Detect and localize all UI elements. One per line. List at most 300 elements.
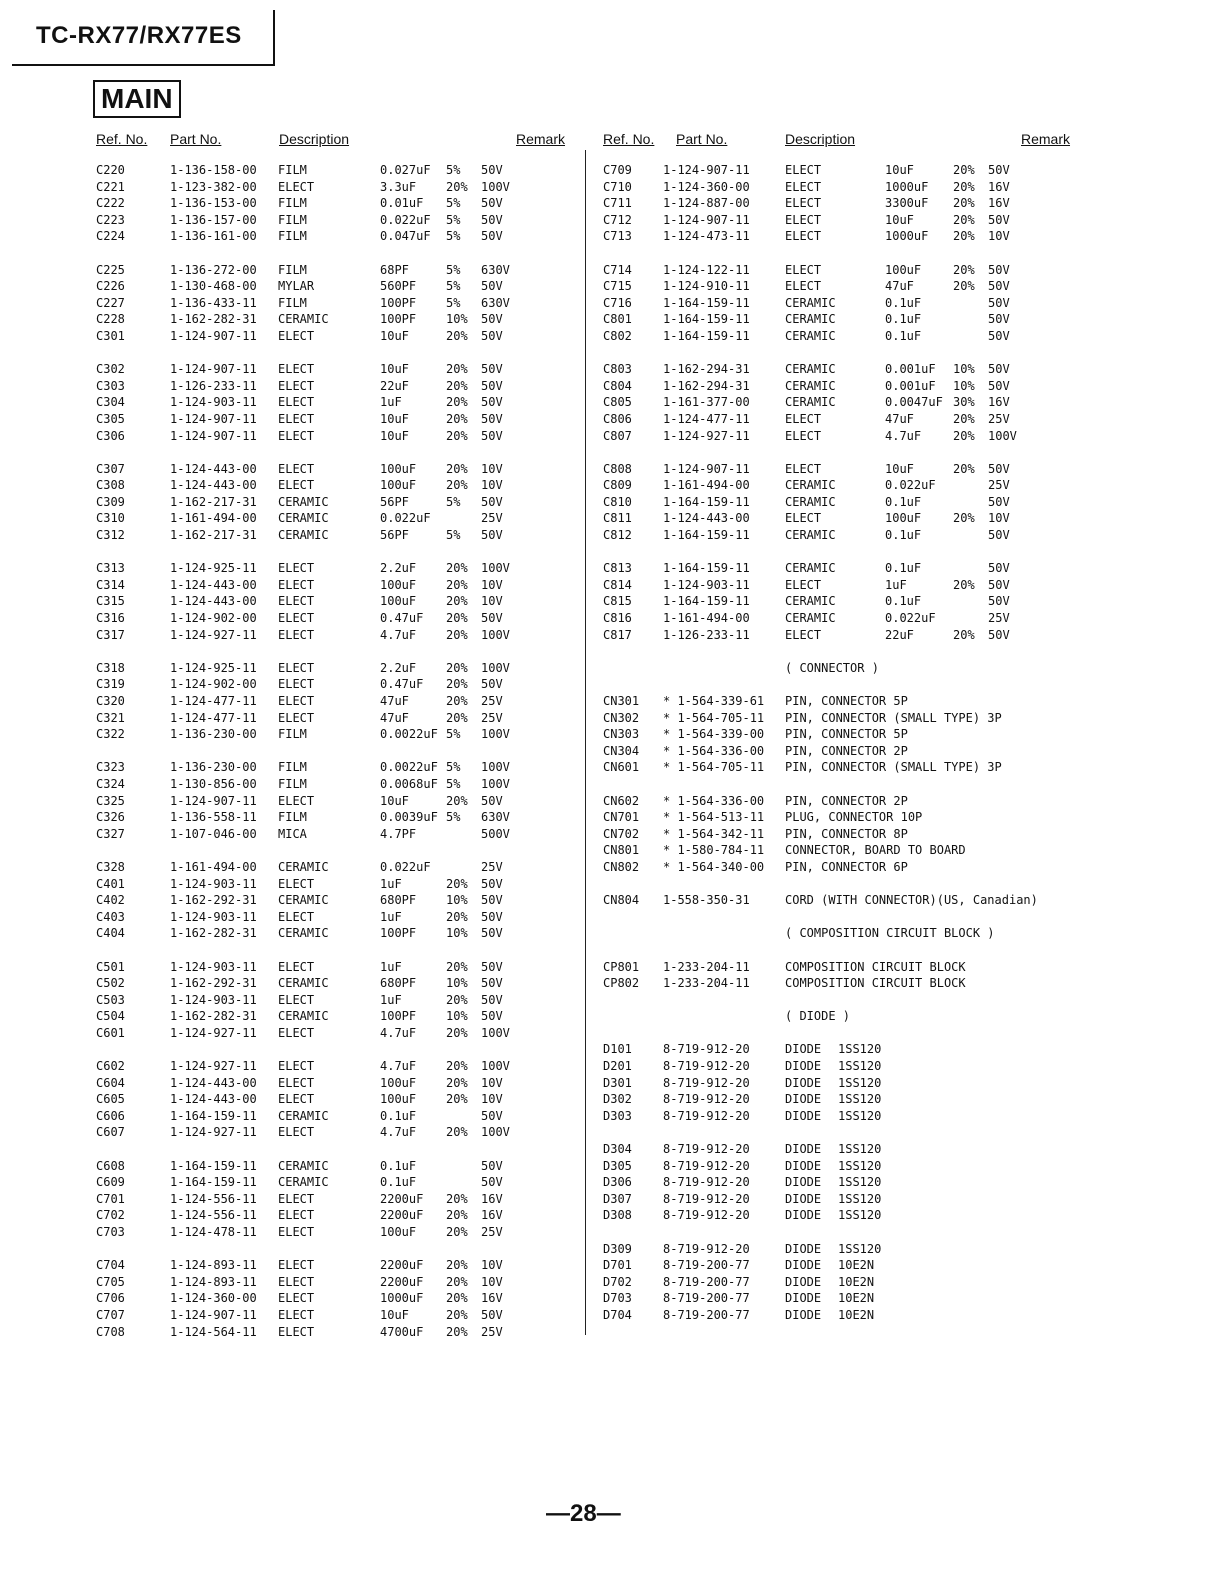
cell-ref: D303 — [603, 1108, 632, 1123]
cell-val: 2.2uF — [380, 561, 417, 576]
cell-type: DIODE — [785, 1241, 822, 1256]
cell-tol: 10% — [446, 893, 468, 908]
cell-volt: 630V — [481, 810, 510, 825]
cell-val: 4.7uF — [380, 1125, 417, 1140]
table-row — [96, 975, 676, 992]
cell-type: COMPOSITION CIRCUIT BLOCK — [785, 976, 966, 991]
table-row — [96, 1207, 676, 1224]
blank-row — [96, 643, 676, 660]
cell-val: 22uF — [380, 378, 409, 393]
cell-type: MICA — [278, 826, 307, 841]
table-row — [96, 1307, 676, 1324]
cell-part: * 1-580-784-11 — [663, 843, 765, 858]
cell-part: 1-124-925-11 — [170, 561, 257, 576]
cell-tol: 5% — [446, 528, 461, 543]
cell-ref: D701 — [603, 1258, 632, 1273]
cell-type: ELECT — [278, 710, 315, 725]
cell-ref: C804 — [603, 378, 632, 393]
cell-val: 0.0068uF — [380, 776, 438, 791]
cell-tol: 20% — [446, 909, 468, 924]
cell-val: 10E2N — [838, 1274, 875, 1289]
cell-val: 0.0022uF — [380, 760, 438, 775]
cell-type: ELECT — [278, 876, 315, 891]
table-row — [603, 1058, 1183, 1075]
header-ref-no: Ref. No. — [96, 131, 148, 147]
cell-type: ELECT — [785, 627, 822, 642]
cell-tol: 20% — [446, 328, 468, 343]
cell-type: CERAMIC — [278, 1009, 329, 1024]
cell-volt: 50V — [481, 428, 503, 443]
cell-type: DIODE — [785, 1158, 822, 1173]
cell-volt: 630V — [481, 295, 510, 310]
cell-part: 1-136-230-00 — [170, 760, 257, 775]
cell-type: ELECT — [785, 279, 822, 294]
cell-part: 1-136-158-00 — [170, 163, 257, 177]
cell-ref: C705 — [96, 1274, 125, 1289]
cell-part: * 1-564-336-00 — [663, 793, 765, 808]
cell-part: 8-719-912-20 — [663, 1042, 750, 1057]
cell-ref: C304 — [96, 395, 125, 410]
cell-volt: 50V — [988, 378, 1010, 393]
cell-type: ELECT — [278, 793, 315, 808]
cell-type: ELECT — [278, 959, 315, 974]
cell-val: 2200uF — [380, 1191, 424, 1206]
cell-part: 1-124-907-11 — [170, 1307, 257, 1322]
cell-part: 1-164-159-11 — [663, 594, 750, 609]
cell-volt: 50V — [481, 229, 503, 244]
cell-type: ELECT — [278, 378, 315, 393]
cell-type: ELECT — [785, 411, 822, 426]
cell-part: 1-124-927-11 — [170, 1025, 257, 1040]
cell-type: FILM — [278, 196, 307, 211]
cell-type: COMPOSITION CIRCUIT BLOCK — [785, 959, 966, 974]
cell-val: 100uF — [380, 594, 417, 609]
cell-part: 1-164-159-11 — [663, 528, 750, 543]
blank-row — [603, 776, 1183, 793]
table-row — [96, 959, 676, 976]
cell-part: 1-124-903-11 — [170, 876, 257, 891]
cell-part: 1-124-478-11 — [170, 1225, 257, 1239]
cell-ref: C812 — [603, 528, 632, 543]
cell-part: 1-124-902-00 — [170, 677, 257, 692]
cell-volt: 25V — [481, 859, 503, 874]
cell-val: 0.47uF — [380, 611, 424, 626]
table-row — [96, 311, 676, 328]
cell-tol: 20% — [953, 229, 975, 244]
table-row — [96, 809, 676, 826]
cell-val: 0.001uF — [885, 362, 936, 377]
table-row — [603, 1290, 1183, 1307]
cell-type: CERAMIC — [278, 511, 329, 526]
cell-type: CERAMIC — [785, 611, 836, 626]
cell-ref: CN702 — [603, 826, 640, 841]
cell-val: 10E2N — [838, 1258, 875, 1273]
cell-type: ELECT — [278, 1291, 315, 1306]
cell-val: 1000uF — [885, 179, 929, 194]
cell-ref: C306 — [96, 428, 125, 443]
cell-ref: D304 — [603, 1142, 632, 1157]
cell-ref: C609 — [96, 1175, 125, 1190]
cell-volt: 50V — [988, 362, 1010, 377]
blank-row — [96, 1141, 676, 1158]
table-row — [96, 560, 676, 577]
cell-ref: CN801 — [603, 843, 640, 858]
cell-ref: C320 — [96, 694, 125, 708]
cell-type: ELECT — [785, 461, 822, 476]
cell-volt: 50V — [481, 378, 503, 393]
cell-val: 1SS120 — [838, 1042, 882, 1057]
table-row — [603, 510, 1183, 527]
cell-val: 680PF — [380, 893, 417, 908]
table-row — [603, 610, 1183, 627]
cell-type: FILM — [278, 212, 307, 227]
table-row — [603, 378, 1183, 395]
cell-part: 1-136-272-00 — [170, 262, 257, 277]
table-row — [603, 1274, 1183, 1291]
cell-volt: 50V — [988, 528, 1010, 543]
cell-ref: CN804 — [603, 893, 640, 908]
table-row — [603, 428, 1183, 445]
cell-tol: 20% — [953, 577, 975, 592]
cell-volt: 25V — [481, 694, 503, 708]
table-row — [96, 494, 676, 511]
table-row — [96, 179, 676, 196]
cell-type: FILM — [278, 810, 307, 825]
cell-type: ELECT — [278, 1092, 315, 1107]
cell-volt: 50V — [481, 1108, 503, 1123]
cell-ref: C601 — [96, 1025, 125, 1040]
blank-row — [96, 444, 676, 461]
table-row — [603, 179, 1183, 196]
table-row — [96, 378, 676, 395]
table-row — [96, 195, 676, 212]
cell-ref: CN602 — [603, 793, 640, 808]
cell-part: 1-164-159-11 — [663, 328, 750, 343]
cell-volt: 100V — [481, 1059, 510, 1074]
cell-ref: C403 — [96, 909, 125, 924]
cell-val: 47uF — [380, 694, 409, 708]
cell-part: 1-136-433-11 — [170, 295, 257, 310]
cell-ref: C308 — [96, 478, 125, 493]
section-heading-row — [603, 660, 1183, 677]
cell-type: CERAMIC — [785, 378, 836, 393]
cell-tol: 5% — [446, 229, 461, 244]
cell-tol: 5% — [446, 494, 461, 509]
table-row — [96, 1025, 676, 1042]
cell-part: 1-164-159-11 — [170, 1108, 257, 1123]
cell-type: DIODE — [785, 1142, 822, 1157]
cell-ref: C303 — [96, 378, 125, 393]
cell-tol: 20% — [953, 511, 975, 526]
cell-type: DIODE — [785, 1191, 822, 1206]
cell-tol: 5% — [446, 212, 461, 227]
cell-part: 1-162-282-31 — [170, 926, 257, 941]
cell-type: ELECT — [278, 1191, 315, 1206]
cell-part: * 1-564-339-00 — [663, 727, 765, 742]
cell-ref: C602 — [96, 1059, 125, 1074]
cell-val: 10uF — [380, 1307, 409, 1322]
cell-volt: 50V — [988, 627, 1010, 642]
cell-volt: 50V — [988, 461, 1010, 476]
cell-part: 1-161-494-00 — [663, 478, 750, 493]
cell-ref: C805 — [603, 395, 632, 410]
table-row — [603, 461, 1183, 478]
cell-val: 0.022uF — [885, 611, 936, 626]
cell-val: 10uF — [885, 212, 914, 227]
cell-val: 56PF — [380, 528, 409, 543]
cell-volt: 50V — [481, 196, 503, 211]
cell-val: 4700uF — [380, 1324, 424, 1339]
cell-volt: 10V — [481, 1075, 503, 1090]
cell-part: 1-124-907-11 — [170, 411, 257, 426]
table-row — [96, 228, 676, 245]
cell-part: 1-124-443-00 — [170, 577, 257, 592]
table-row — [603, 743, 1183, 760]
cell-volt: 10V — [988, 511, 1010, 526]
cell-val: 10uF — [380, 793, 409, 808]
table-row — [96, 676, 676, 693]
cell-tol: 20% — [446, 179, 468, 194]
cell-val: 47uF — [380, 710, 409, 725]
cell-val: 100uF — [380, 461, 417, 476]
cell-part: 1-124-927-11 — [170, 1059, 257, 1074]
cell-part: 1-124-443-00 — [170, 1075, 257, 1090]
cell-val: 0.1uF — [380, 1158, 417, 1173]
cell-tol: 20% — [446, 627, 468, 642]
cell-ref: CP801 — [603, 959, 640, 974]
cell-type: DIODE — [785, 1108, 822, 1123]
cell-part: * 1-564-342-11 — [663, 826, 765, 841]
cell-volt: 25V — [481, 1324, 503, 1339]
cell-type: CERAMIC — [278, 1175, 329, 1190]
cell-ref: C811 — [603, 511, 632, 526]
blank-row — [96, 544, 676, 561]
cell-val: 0.022uF — [380, 212, 431, 227]
cell-part: 1-124-903-11 — [170, 909, 257, 924]
cell-tol: 20% — [446, 1208, 468, 1223]
cell-part: * 1-564-339-61 — [663, 694, 765, 708]
cell-volt: 25V — [988, 611, 1010, 626]
parts-table-left — [96, 162, 676, 1340]
table-row — [96, 1058, 676, 1075]
cell-type: DIODE — [785, 1175, 822, 1190]
table-row — [96, 1108, 676, 1125]
cell-volt: 500V — [481, 826, 510, 841]
cell-val: 0.1uF — [885, 312, 922, 327]
cell-volt: 100V — [481, 1125, 510, 1140]
table-row — [603, 1141, 1183, 1158]
cell-ref: C315 — [96, 594, 125, 609]
table-row — [96, 1008, 676, 1025]
cell-part: 8-719-912-20 — [663, 1208, 750, 1223]
cell-type: ELECT — [785, 163, 822, 177]
cell-type: ELECT — [785, 511, 822, 526]
table-row — [603, 859, 1183, 876]
cell-type: ELECT — [278, 594, 315, 609]
table-row — [603, 411, 1183, 428]
cell-tol: 20% — [953, 411, 975, 426]
cell-val: 10uF — [885, 461, 914, 476]
cell-ref: C401 — [96, 876, 125, 891]
cell-ref: C223 — [96, 212, 125, 227]
cell-part: 1-124-902-00 — [170, 611, 257, 626]
cell-part: 1-164-159-11 — [170, 1175, 257, 1190]
cell-volt: 50V — [481, 959, 503, 974]
table-row — [603, 278, 1183, 295]
cell-part: 1-124-925-11 — [170, 660, 257, 675]
cell-part: 8-719-912-20 — [663, 1059, 750, 1074]
cell-volt: 10V — [988, 229, 1010, 244]
table-row — [96, 925, 676, 942]
cell-ref: CN802 — [603, 859, 640, 874]
cell-type: PIN, CONNECTOR 6P — [785, 859, 908, 874]
table-row — [96, 726, 676, 743]
cell-part: 1-233-204-11 — [663, 959, 750, 974]
cell-volt: 50V — [988, 295, 1010, 310]
cell-part: 1-124-473-11 — [663, 229, 750, 244]
cell-tol: 20% — [446, 959, 468, 974]
cell-part: 1-161-377-00 — [663, 395, 750, 410]
cell-part: 8-719-200-77 — [663, 1291, 750, 1306]
cell-type: ELECT — [278, 1025, 315, 1040]
cell-val: 1SS120 — [838, 1059, 882, 1074]
cell-volt: 50V — [988, 262, 1010, 277]
cell-type: CERAMIC — [785, 328, 836, 343]
cell-volt: 100V — [481, 561, 510, 576]
cell-val: 10uF — [380, 362, 409, 377]
cell-val: 0.022uF — [380, 511, 431, 526]
cell-ref: C316 — [96, 611, 125, 626]
cell-val: 4.7uF — [885, 428, 922, 443]
cell-val: 100uF — [380, 1225, 417, 1239]
cell-type: ELECT — [278, 428, 315, 443]
cell-ref: C319 — [96, 677, 125, 692]
cell-tol: 20% — [446, 577, 468, 592]
cell-type: PIN, CONNECTOR 5P — [785, 694, 908, 708]
cell-type: PIN, CONNECTOR 2P — [785, 743, 908, 758]
header-ref-no-right: Ref. No. — [603, 131, 655, 147]
cell-ref: D704 — [603, 1307, 632, 1322]
cell-tol: 5% — [446, 810, 461, 825]
table-row — [603, 809, 1183, 826]
cell-ref: C710 — [603, 179, 632, 194]
cell-tol: 20% — [446, 677, 468, 692]
cell-val: 0.1uF — [885, 494, 922, 509]
cell-ref: C305 — [96, 411, 125, 426]
cell-type: ELECT — [278, 328, 315, 343]
cell-val: 0.01uF — [380, 196, 424, 211]
cell-part: 1-107-046-00 — [170, 826, 257, 841]
cell-type: ELECT — [785, 428, 822, 443]
cell-tol: 10% — [446, 976, 468, 991]
cell-volt: 630V — [481, 262, 510, 277]
cell-type: ELECT — [785, 262, 822, 277]
table-row — [96, 1174, 676, 1191]
cell-ref: C606 — [96, 1108, 125, 1123]
cell-tol: 5% — [446, 727, 461, 742]
cell-volt: 25V — [988, 478, 1010, 493]
table-row — [96, 710, 676, 727]
cell-part: 1-161-494-00 — [663, 611, 750, 626]
cell-type: ELECT — [278, 561, 315, 576]
cell-tol: 20% — [953, 428, 975, 443]
cell-part: 1-124-443-00 — [170, 594, 257, 609]
cell-part: 1-162-217-31 — [170, 494, 257, 509]
cell-type: ELECT — [278, 411, 315, 426]
blank-row — [603, 643, 1183, 660]
cell-volt: 50V — [481, 411, 503, 426]
table-row — [603, 394, 1183, 411]
cell-part: 1-162-292-31 — [170, 976, 257, 991]
cell-part: 1-136-230-00 — [170, 727, 257, 742]
cell-ref: C227 — [96, 295, 125, 310]
cell-val: 0.1uF — [885, 328, 922, 343]
cell-part: * 1-564-705-11 — [663, 760, 765, 775]
cell-ref: C604 — [96, 1075, 125, 1090]
cell-ref: C608 — [96, 1158, 125, 1173]
cell-volt: 50V — [988, 494, 1010, 509]
cell-val: 100PF — [380, 926, 417, 941]
cell-type: DIODE — [785, 1274, 822, 1289]
cell-part: * 1-564-340-00 — [663, 859, 765, 874]
cell-type: ELECT — [278, 1125, 315, 1140]
table-row — [96, 1274, 676, 1291]
cell-part: 1-124-907-11 — [663, 461, 750, 476]
cell-volt: 50V — [481, 611, 503, 626]
table-row — [96, 428, 676, 445]
blank-row — [96, 1041, 676, 1058]
cell-part: 8-719-912-20 — [663, 1142, 750, 1157]
table-row — [96, 278, 676, 295]
table-row — [603, 212, 1183, 229]
cell-ref: C307 — [96, 461, 125, 476]
section-title: MAIN — [93, 80, 181, 118]
cell-ref: C317 — [96, 627, 125, 642]
cell-part: 1-124-927-11 — [170, 1125, 257, 1140]
table-row — [96, 477, 676, 494]
cell-volt: 16V — [988, 179, 1010, 194]
cell-part: 1-162-294-31 — [663, 378, 750, 393]
cell-part: 8-719-912-20 — [663, 1108, 750, 1123]
cell-tol: 5% — [446, 295, 461, 310]
cell-volt: 100V — [988, 428, 1017, 443]
cell-tol: 20% — [953, 212, 975, 227]
cell-volt: 16V — [988, 395, 1010, 410]
cell-ref: C708 — [96, 1324, 125, 1339]
cell-volt: 50V — [988, 328, 1010, 343]
header-description-right: Description — [785, 131, 856, 147]
cell-part: 1-124-360-00 — [170, 1291, 257, 1306]
cell-volt: 50V — [481, 1307, 503, 1322]
cell-volt: 100V — [481, 727, 510, 742]
cell-ref: CN701 — [603, 810, 640, 825]
cell-volt: 25V — [481, 710, 503, 725]
cell-val: 0.1uF — [885, 295, 922, 310]
cell-type: CERAMIC — [278, 1158, 329, 1173]
cell-part: 1-162-282-31 — [170, 1009, 257, 1024]
cell-type: ELECT — [278, 694, 315, 708]
cell-val: 1SS120 — [838, 1142, 882, 1157]
cell-type: PIN, CONNECTOR 8P — [785, 826, 908, 841]
cell-type: ELECT — [785, 196, 822, 211]
cell-ref: C325 — [96, 793, 125, 808]
table-row — [603, 1158, 1183, 1175]
cell-ref: C715 — [603, 279, 632, 294]
cell-volt: 50V — [481, 926, 503, 941]
cell-val: 0.022uF — [380, 859, 431, 874]
cell-val: 100uF — [885, 262, 922, 277]
cell-part: 8-719-912-20 — [663, 1158, 750, 1173]
